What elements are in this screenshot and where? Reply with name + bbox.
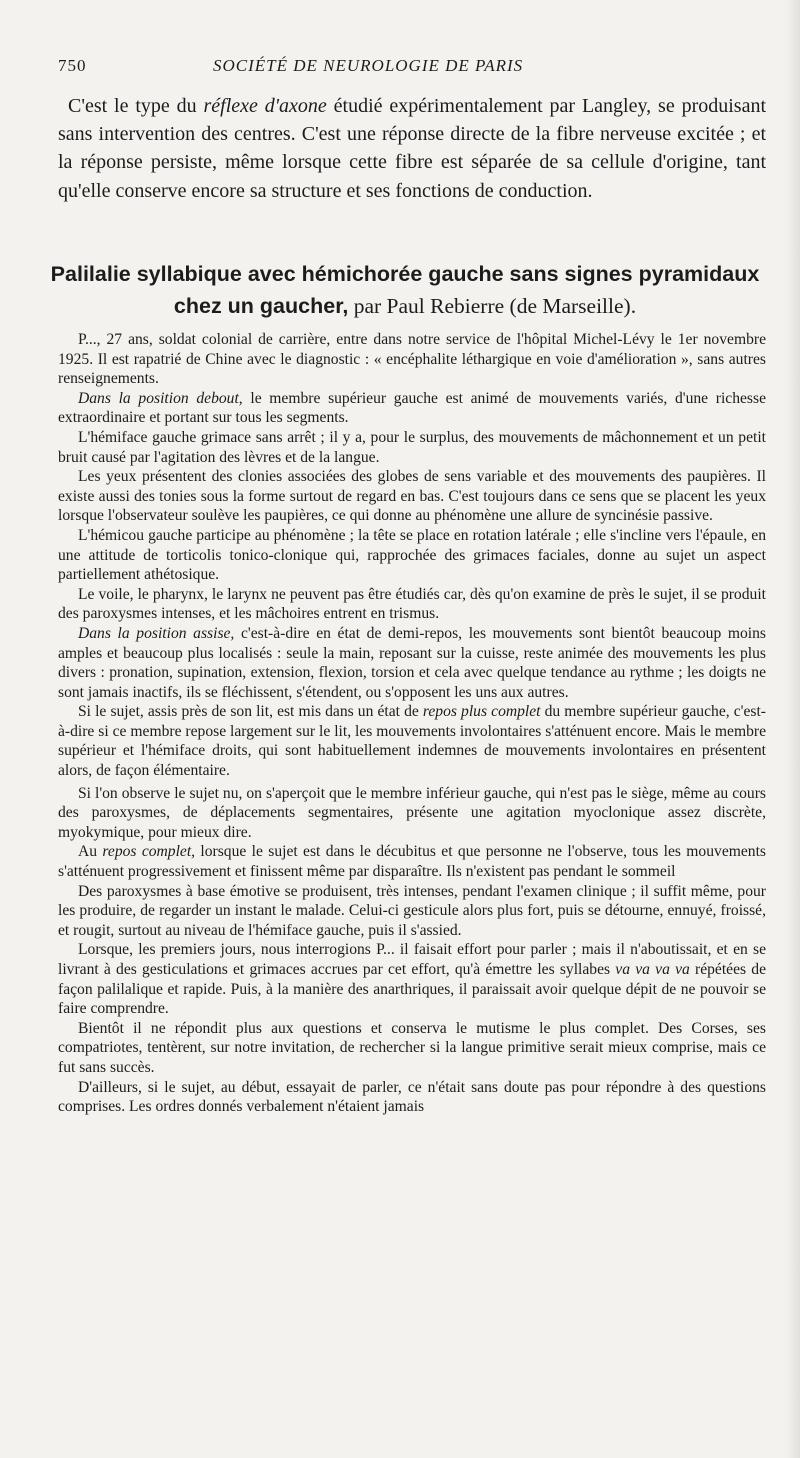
lead-text-b: étudié expérimentalement par Langley, se produisant sans intervention des centres. C'est une réponse directe de la fibre nerveuse excitée ; et la réponse persiste, même lorsque cette fibre est séparée de sa cellule d'origine, tant qu'elle conserve encore sa structure et ses fonctions de conduction.	[58, 95, 766, 202]
emphasis-rest: repos plus complet	[422, 703, 541, 721]
paragraph-2-text: le membre supérieur gauche est animé de mouvements variés, d'une richesse extraordinaire et portant sur tous les segments.	[58, 389, 766, 427]
paragraph-6: Le voile, le pharynx, le larynx ne peuvent pas être étudiés car, dès qu'on examine de près le sujet, il se produit des paroxysmes intenses, et les mâchoires entrent en trismus.	[58, 585, 766, 623]
paragraph-5: L'hémicou gauche participe au phénomène ; la tête se place en rotation latérale ; elle s'incline vers l'épaule, en une attitude de torticolis tonico-clonique qui, rapprochée des grimaces faciales, donne au sujet un aspect partiellement athétosique.	[58, 526, 766, 584]
paragraph-12-b: répétées de façon palilalique et rapide. Puis, à la manière des anarthriques, il paraissait avoir quelque dépit de ne pouvoir se faire comprendre.	[58, 961, 767, 1018]
paragraph-1: P..., 27 ans, soldat colonial de carrière, entre dans notre service de l'hôpital Michel-Lévy le 1er novembre 1925. Il est rapatrié de Chine avec le diagnostic : « encéphalite léthargique en voie d'amélioration », sans autres renseignements.	[58, 331, 766, 388]
emphasis-seated: Dans la position assise,	[78, 624, 235, 642]
paragraph-2	[58, 389, 766, 428]
page-number: 750	[58, 56, 87, 75]
emphasis-complete-rest: repos complet,	[102, 843, 196, 861]
lead-text	[58, 92, 766, 205]
running-title: SOCIÉTÉ DE NEUROLOGIE DE PARIS	[213, 56, 524, 75]
paragraph-9: Si l'on observe le sujet nu, on s'aperçoit que le membre inférieur gauche, qui n'est pas le siège, même au cours des paroxysmes, de déplacements segmentaires, présente une agitation myoclonique assez discrète, myokymique, pour mieux dire.	[58, 784, 766, 841]
page-header	[58, 56, 748, 80]
title-main: Palilalie syllabique avec hémichorée gauche sans signes pyramidaux chez un gaucher,	[50, 262, 760, 318]
paragraph-14: D'ailleurs, si le sujet, au début, essayait de parler, ce n'était sans doute pas pour répondre à des questions comprises. Les ordres donnés verbalement n'étaient jamais	[58, 1078, 766, 1116]
paragraph-10-b: lorsque le sujet est dans le décubitus et que personne ne l'observe, tous les mouvements s'atténuent progressivement et finissent même par disparaître. Ils n'existent pas pendant le sommeil	[58, 843, 766, 881]
paragraph-3: L'hémiface gauche grimace sans arrêt ; il y a, pour le surplus, des mouvements de mâchonnement et un petit bruit causé par l'agitation des lèvres et de la langue.	[58, 428, 766, 466]
paragraph-10-a: Au	[78, 843, 103, 861]
paragraph-10	[58, 842, 766, 881]
paragraph-7-text: c'est-à-dire en état de demi-repos, les mouvements sont bientôt beaucoup moins amples et beaucoup plus localisés : seule la main, reposant sur la cuisse, reste animée des mouvements les plus divers : pronation, supination, extension, flexion, torsion et cela avec quelque tendance au rythme ; les doigts ne sont jamais inactifs, ils se fléchissent, s'étendent, ou s'opposent les uns aux autres.	[58, 624, 767, 701]
paragraph-12-a: Lorsque, les premiers jours, nous interrogions P... il faisait effort pour parler ; mais il n'aboutissait, et en se livrant à des gesticulations et grimaces accrues par cet effort, qu'à émettre les syllabes	[58, 941, 766, 978]
paragraph-13: Bientôt il ne répondit plus aux questions et conserva le mutisme le plus complet. Des Corses, ses compatriotes, tentèrent, sur notre invitation, de rechercher si la langue primitive serait mieux comprise, mais ce fut sans succès.	[58, 1019, 766, 1076]
article-body	[58, 330, 766, 1117]
lead-text-a: C'est le type du	[68, 95, 204, 117]
paragraph-4: Les yeux présentent des clonies associées des globes de sens variable et des mouvements des paupières. Il existe aussi des tonies sous la forme surtout de regard en bas. C'est toujours dans ce sens que se placent les yeux lorsque l'observateur soulève les paupières, ce qui donne au phénomène une allure de syncinésie passive.	[58, 468, 766, 525]
paragraph-8-b: du membre supérieur gauche, c'est-à-dire si ce membre repose largement sur le lit, les mouvements involontaires s'atténuent encore. Mais le membre supérieur et l'hémiface droits, qui sont habituellement indemnes de mouvements involontaires en présentent alors, de façon élémentaire.	[58, 703, 766, 780]
lead-emphasis: réflexe d'axone	[203, 95, 327, 117]
paragraph-11: Des paroxysmes à base émotive se produisent, très intenses, pendant l'examen clinique ; il suffit même, pour les produire, de regarder un instant le malade. Celui-ci gesticule alors plus fort, puis se détourne, ennuyé, froissé, et rougit, surtout au niveau de l'hémiface gauche, puis il s'assied.	[58, 882, 766, 939]
emphasis-syllables: va va va va	[615, 961, 690, 978]
paragraph-8	[58, 702, 766, 780]
paragraph-8-a: Si le sujet, assis près de son lit, est mis dans un état de	[78, 703, 423, 721]
title-author: par Paul Rebierre (de Marseille).	[348, 294, 637, 318]
emphasis-standing: Dans la position debout,	[78, 389, 243, 407]
page-fold-shadow	[786, 0, 800, 1458]
paragraph-7	[58, 624, 766, 702]
paragraph-12	[58, 940, 766, 1018]
article-title	[40, 258, 770, 322]
lead-paragraph	[58, 92, 766, 205]
